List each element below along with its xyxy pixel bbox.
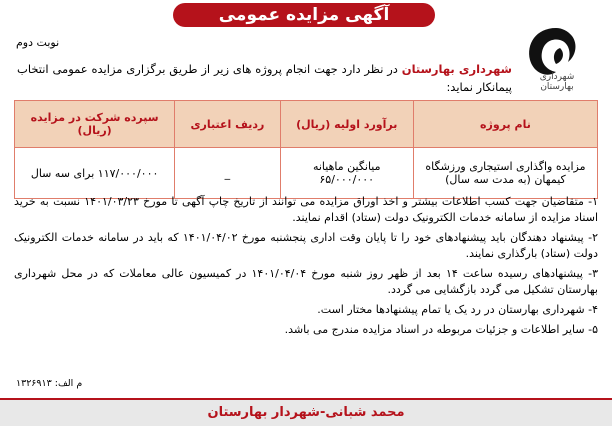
item-text: پیشنهادهای رسیده ساعت ۱۴ بعد از ظهر روز شنبه مورخ ۱۴۰۱/۰۴/۰۴ در کمیسیون عالی معاملات که در محل شهرداری بهارستان تشکیل می گردد بازگشایی می گردد.	[14, 267, 598, 296]
intro-text: در نظر دارد جهت انجام پروژه های زیر از طریق برگزاری مزایده عمومی انتخاب پیمانکار نماید:	[17, 62, 512, 94]
cell-project: مزایده واگذاری استیجاری ورزشگاه کیمهان (به مدت سه سال)	[413, 148, 597, 199]
item-number: ۵-	[588, 323, 598, 336]
cell-deposit: ۱۱۷/۰۰۰/۰۰۰ برای سه سال	[15, 148, 175, 199]
conditions-list	[14, 194, 598, 342]
projects-table	[14, 100, 598, 199]
intro-paragraph	[17, 60, 512, 96]
header-project: نام پروژه	[413, 101, 597, 148]
organization-name: شهرداری بهارستان	[401, 62, 512, 76]
header-credit-row: ردیف اعتباری	[175, 101, 280, 148]
item-text: متقاضیان جهت کسب اطلاعات بیشتر و اخذ اوراق مزایده می توانند از تاریخ چاپ آگهی تا مورخ ۱۴۰۱/۰۳/۲۳ نسبت به خرید اسناد مزایده از سامانه خدمات الکترونیک دولت (ستاد) اقدام نمایند.	[14, 195, 598, 224]
item-text: شهرداری بهارستان در رد یک یا تمام پیشنهادها مختار است.	[317, 303, 585, 316]
header-deposit: سپرده شرکت در مزایده (ریال)	[15, 101, 175, 148]
item-number: ۱-	[588, 195, 598, 208]
cell-estimate: میانگین ماهیانه ۶۵/۰۰۰/۰۰۰	[280, 148, 413, 199]
list-item	[14, 322, 598, 338]
cell-credit-row: _	[175, 148, 280, 199]
notice-title: آگهی مزایده عمومی	[173, 3, 435, 27]
logo-caption: شهرداری بهارستان	[539, 72, 575, 92]
signature-footer: محمد شبانی-شهردار بهارستان	[0, 398, 612, 426]
round-label: نوبت دوم	[16, 36, 60, 49]
reference-code: م الف: ۱۳۲۶۹۱۳	[16, 378, 83, 389]
item-number: ۳-	[588, 267, 599, 280]
list-item	[14, 194, 598, 226]
item-text: سایر اطلاعات و جزئیات مربوطه در اسناد مزایده مندرج می باشد.	[284, 323, 585, 336]
item-number: ۲-	[588, 231, 598, 244]
item-number: ۴-	[588, 303, 598, 316]
list-item	[14, 230, 598, 262]
item-text: پیشنهاد دهندگان باید پیشنهادهای خود را تا پایان وقت اداری پنجشنبه مورخ ۱۴۰۱/۰۴/۰۲ که باید در سامانه خدمات الکترونیک دولت (ستاد) بارگذاری نمایند.	[14, 231, 598, 260]
table-row	[15, 148, 598, 199]
list-item	[14, 266, 598, 298]
list-item	[14, 302, 598, 318]
header-estimate: برآورد اولیه (ریال)	[280, 101, 413, 148]
table-header-row	[15, 101, 598, 148]
